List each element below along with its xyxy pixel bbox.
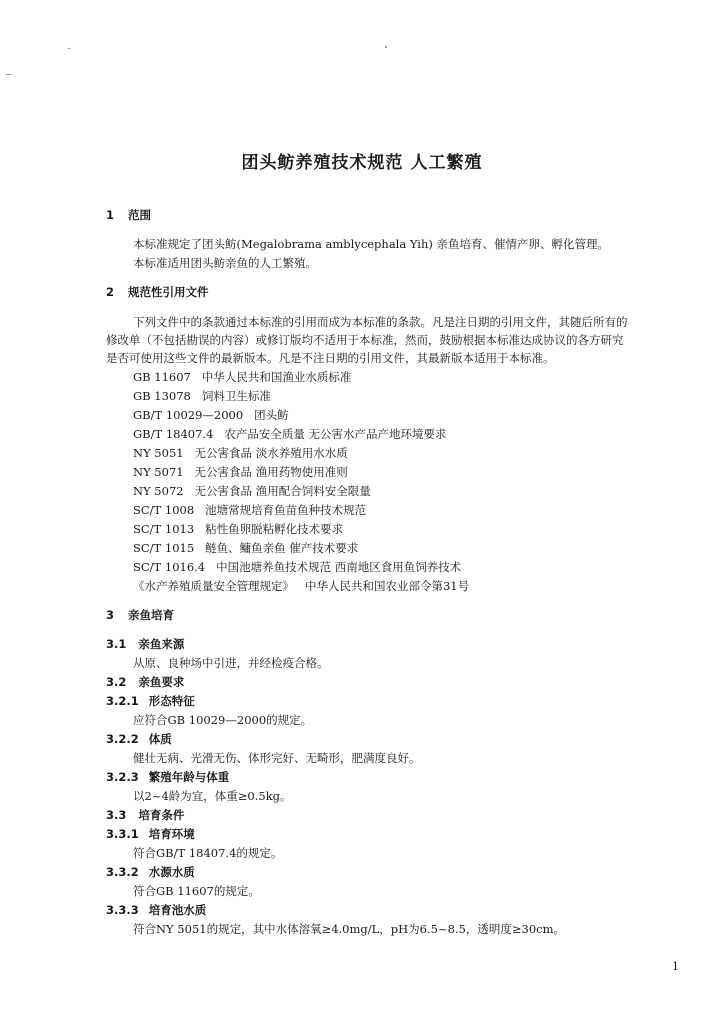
reference-code: NY 5072 [133, 484, 184, 498]
reference-item [133, 503, 366, 518]
references-intro-line-3: 是否可使用这些文件的最新版本。凡是不注日期的引用文件，其最新版本适用于本标准。 [106, 351, 555, 365]
subsection-title: 培育条件 [138, 808, 185, 822]
reference-title: 农产品安全质量 无公害水产品产地环境要求 [224, 427, 447, 441]
reference-title: 鲢鱼、鳙鱼亲鱼 催产技术要求 [205, 541, 359, 555]
subsection-number: 3.3.1 [106, 827, 139, 841]
reference-item [133, 541, 358, 556]
document-title: 团头鲂养殖技术规范 人工繁殖 [241, 153, 483, 173]
subsection-3-2-2-heading [106, 732, 172, 747]
subsection-number: 3.3.3 [106, 903, 139, 917]
reference-code: SC/T 1016.4 [133, 560, 206, 574]
section-1-heading [106, 208, 151, 223]
references-intro-line-2: 修改单（不包括勘误的内容）或修订版均不适用于本标准，然而，鼓励根据本标准达成协议的各方研究 [106, 333, 624, 347]
references-intro-line-1: 下列文件中的条款通过本标准的引用而成为本标准的条款。凡是注日期的引用文件，其随后所有的 [133, 315, 628, 329]
subsection-3-2-1-text: 应符合GB 10029—2000的规定。 [133, 713, 313, 727]
reference-title: 池塘常规培育鱼苗鱼种技术规范 [205, 503, 367, 517]
reference-item [133, 579, 469, 594]
reference-code: GB 11607 [133, 370, 191, 384]
subsection-3-2-3-text: 以2~4龄为宜，体重≥0.5kg。 [133, 789, 292, 803]
reference-title: 粘性鱼卵脱粘孵化技术要求 [205, 522, 344, 536]
subsection-3-3-2-heading [106, 865, 195, 880]
section-number: 3 [106, 608, 115, 622]
subsection-3-2-heading [106, 675, 184, 690]
subsection-title: 亲鱼来源 [138, 637, 185, 651]
subsection-3-3-1-heading [106, 827, 195, 842]
reference-code: GB 13078 [133, 389, 191, 403]
subsection-title: 培育环境 [148, 827, 195, 841]
subsection-3-2-1-heading [106, 694, 195, 709]
subsection-title: 体质 [148, 732, 172, 746]
scope-paragraph-2: 本标准适用团头鲂亲鱼的人工繁殖。 [133, 256, 317, 270]
scan-speck [6, 74, 11, 75]
subsection-title: 培育池水质 [148, 903, 207, 917]
reference-item [133, 465, 348, 480]
subsection-title: 形态特征 [148, 694, 195, 708]
subsection-3-1-heading [106, 637, 184, 652]
subsection-number: 3.3 [106, 808, 127, 822]
subsection-3-3-2-text: 符合GB 11607的规定。 [133, 884, 260, 898]
section-title: 规范性引用文件 [128, 285, 209, 299]
reference-title: 中华人民共和国渔业水质标准 [201, 370, 352, 384]
subsection-3-2-2-text: 健壮无病、光滑无伤、体形完好、无畸形，肥满度良好。 [133, 751, 421, 765]
reference-code: NY 5071 [133, 465, 184, 479]
reference-code: GB/T 10029—2000 [133, 408, 244, 422]
reference-title: 中国池塘养鱼技术规范 西南地区食用鱼饲养技术 [216, 560, 462, 574]
reference-title: 无公害食品 淡水养殖用水水质 [194, 446, 348, 460]
subsection-number: 3.3.2 [106, 865, 139, 879]
section-2-heading [106, 285, 209, 300]
section-number: 2 [106, 285, 115, 299]
reference-title: 无公害食品 渔用配合饲料安全限量 [194, 484, 371, 498]
section-title: 范围 [128, 208, 152, 222]
reference-item [133, 389, 271, 404]
reference-code: GB/T 18407.4 [133, 427, 214, 441]
reference-item [133, 427, 447, 442]
subsection-number: 3.1 [106, 637, 127, 651]
scan-speck [68, 48, 70, 49]
reference-code: SC/T 1015 [133, 541, 195, 555]
subsection-number: 3.2 [106, 675, 127, 689]
subsection-title: 水源水质 [148, 865, 195, 879]
reference-item [133, 370, 351, 385]
subsection-3-3-3-text: 符合NY 5051的规定，其中水体溶氧≥4.0mg/L，pH为6.5~8.5，透明度≥30cm。 [133, 922, 565, 936]
section-number: 1 [106, 208, 115, 222]
subsection-number: 3.2.2 [106, 732, 139, 746]
reference-item [133, 408, 289, 423]
reference-code: SC/T 1008 [133, 503, 195, 517]
reference-title: 中华人民共和国农业部令第31号 [304, 579, 470, 593]
reference-item [133, 484, 371, 499]
reference-title: 团头鲂 [254, 408, 289, 422]
subsection-3-3-3-heading [106, 903, 206, 918]
subsection-title: 繁殖年龄与体重 [148, 770, 230, 784]
subsection-3-2-3-heading [106, 770, 229, 785]
reference-item [133, 522, 343, 537]
section-title: 亲鱼培育 [128, 608, 175, 622]
scope-paragraph-1: 本标准规定了团头鲂(Megalobrama amblycephala Yih) 亲鱼培育、催情产卵、孵化管理。 [133, 237, 609, 251]
page-number: 1 [672, 960, 679, 973]
reference-item [133, 446, 348, 461]
reference-code: 《水产养殖质量安全管理规定》 [133, 579, 294, 593]
subsection-3-3-heading [106, 808, 184, 823]
reference-code: SC/T 1013 [133, 522, 195, 536]
section-3-heading [106, 608, 174, 623]
subsection-title: 亲鱼要求 [138, 675, 185, 689]
reference-title: 饲料卫生标准 [201, 389, 271, 403]
reference-item [133, 560, 461, 575]
reference-title: 无公害食品 渔用药物使用准则 [194, 465, 348, 479]
subsection-number: 3.2.3 [106, 770, 139, 784]
subsection-3-1-text: 从原、良种场中引进，并经检疫合格。 [133, 656, 329, 670]
reference-code: NY 5051 [133, 446, 184, 460]
scan-speck [385, 46, 387, 48]
subsection-3-3-1-text: 符合GB/T 18407.4的规定。 [133, 846, 283, 860]
subsection-number: 3.2.1 [106, 694, 139, 708]
